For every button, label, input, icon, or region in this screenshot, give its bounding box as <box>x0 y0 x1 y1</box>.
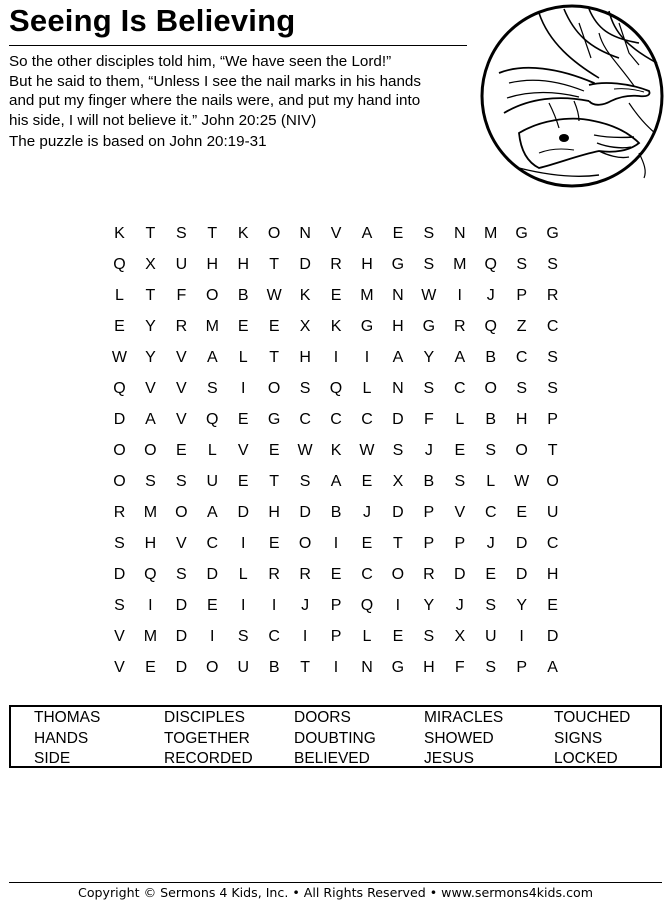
grid-letter: H <box>546 565 559 583</box>
grid-letter: K <box>114 224 125 242</box>
grid-letter: O <box>144 441 157 459</box>
grid-letter: G <box>391 255 405 273</box>
grid-letter: S <box>423 627 435 645</box>
grid-letter: S <box>454 472 466 490</box>
grid-letter: W <box>297 441 313 459</box>
grid-letter: D <box>546 627 559 645</box>
grid-letter: I <box>364 348 370 366</box>
grid-row <box>104 249 568 280</box>
grid-letter: T <box>145 286 156 304</box>
grid-letter: H <box>299 348 311 366</box>
grid-letter: E <box>145 658 156 676</box>
grid-letter: M <box>205 317 219 335</box>
grid-letter: L <box>362 379 372 397</box>
grid-letter: V <box>237 441 249 459</box>
grid-letter: J <box>301 596 310 614</box>
grid-row <box>104 621 568 652</box>
grid-letter: V <box>114 658 125 676</box>
grid-letter: X <box>454 627 466 645</box>
grid-letter: S <box>176 565 187 583</box>
grid-letter: L <box>238 348 248 366</box>
grid-letter: L <box>207 441 217 459</box>
grid-letter: W <box>111 348 128 366</box>
word-list-item: SIDE <box>34 750 71 767</box>
grid-letter: B <box>485 348 497 366</box>
grid-letter: U <box>175 255 188 273</box>
grid-letter: V <box>176 410 187 428</box>
grid-letter: T <box>207 224 218 242</box>
grid-letter: R <box>268 565 280 583</box>
grid-letter: R <box>546 286 559 304</box>
grid-letter: A <box>206 503 218 521</box>
grid-letter: D <box>175 658 188 676</box>
grid-letter: D <box>299 503 311 521</box>
grid-letter: M <box>143 503 158 521</box>
grid-letter: L <box>238 565 248 583</box>
grid-letter: A <box>206 348 218 366</box>
verse-line: So the other disciples told him, “We have seen the Lord!” <box>9 53 392 70</box>
grid-letter: P <box>330 596 342 614</box>
word-list-item: RECORDED <box>164 750 253 767</box>
grid-letter: I <box>240 379 246 397</box>
grid-letter: U <box>237 658 249 676</box>
grid-letter: B <box>268 658 280 676</box>
grid-letter: J <box>486 286 495 304</box>
grid-row <box>104 435 568 466</box>
grid-letter: N <box>299 224 311 242</box>
grid-letter: D <box>206 565 219 583</box>
word-list-item: JESUS <box>424 750 474 767</box>
verse-line: But he said to them, “Unless I see the nail marks in his hands <box>9 72 421 90</box>
grid-letter: C <box>546 534 559 552</box>
grid-letter: O <box>391 565 405 583</box>
grid-letter: P <box>516 286 527 304</box>
grid-letter: T <box>269 472 280 490</box>
grid-letter: X <box>145 255 156 273</box>
grid-letter: E <box>268 534 280 552</box>
grid-letter: E <box>237 317 249 335</box>
grid-letter: S <box>237 627 249 645</box>
grid-letter: S <box>485 596 497 614</box>
grid-letter: Y <box>516 596 527 614</box>
grid-letter: A <box>454 348 466 366</box>
grid-letter: M <box>143 627 158 645</box>
grid-letter: W <box>514 472 530 490</box>
grid-letter: C <box>361 565 373 583</box>
grid-letter: Y <box>145 348 156 366</box>
grid-letter: Q <box>113 255 126 273</box>
grid-letter: D <box>392 503 404 521</box>
grid-letter: C <box>330 410 342 428</box>
grid-letter: O <box>546 472 559 490</box>
grid-letter: L <box>362 627 372 645</box>
puzzle-source: The puzzle is based on John 20:19-31 <box>9 133 267 150</box>
grid-letter: A <box>361 224 373 242</box>
grid-letter: O <box>206 658 219 676</box>
grid-letter: V <box>176 379 187 397</box>
grid-letter: S <box>485 658 497 676</box>
word-list-item: DISCIPLES <box>164 709 245 726</box>
grid-letter: S <box>423 224 435 242</box>
grid-letter: M <box>453 255 467 273</box>
grid-letter: B <box>485 410 497 428</box>
grid-letter: J <box>486 534 495 552</box>
grid-letter: D <box>237 503 249 521</box>
grid-letter: J <box>362 503 371 521</box>
grid-letter: D <box>175 627 188 645</box>
grid-letter: C <box>454 379 466 397</box>
copyright-footer: Copyright © Sermons 4 Kids, Inc. • All Rights Reserved • www.sermons4kids.com <box>78 885 593 900</box>
grid-letter: C <box>546 317 559 335</box>
grid-letter: G <box>422 317 436 335</box>
grid-letter: O <box>484 379 497 397</box>
grid-letter: R <box>299 565 311 583</box>
grid-letter: E <box>268 441 280 459</box>
grid-letter: E <box>176 441 187 459</box>
grid-letter: E <box>206 596 218 614</box>
grid-letter: H <box>206 255 219 273</box>
grid-letter: W <box>359 441 375 459</box>
grid-letter: L <box>455 410 465 428</box>
grid-letter: S <box>176 224 187 242</box>
grid-letter: B <box>423 472 435 490</box>
grid-letter: K <box>299 286 311 304</box>
word-search-grid <box>104 218 568 683</box>
grid-letter: Y <box>423 348 435 366</box>
grid-letter: S <box>299 379 311 397</box>
grid-letter: G <box>391 658 405 676</box>
grid-letter: D <box>113 565 126 583</box>
grid-letter: P <box>547 410 558 428</box>
grid-letter: Q <box>206 410 219 428</box>
grid-letter: K <box>330 441 342 459</box>
grid-letter: A <box>392 348 404 366</box>
grid-letter: E <box>330 286 342 304</box>
grid-letter: H <box>392 317 404 335</box>
grid-letter: D <box>515 534 528 552</box>
verse-text <box>9 52 479 130</box>
grid-row <box>104 280 568 311</box>
word-list-row <box>11 708 660 728</box>
grid-row <box>104 497 568 528</box>
grid-row <box>104 218 568 249</box>
grid-letter: H <box>515 410 528 428</box>
grid-letter: P <box>454 534 466 552</box>
grid-row <box>104 590 568 621</box>
grid-letter: E <box>392 627 404 645</box>
grid-letter: U <box>206 472 219 490</box>
word-list-item: MIRACLES <box>424 709 504 726</box>
grid-letter: S <box>299 472 311 490</box>
grid-letter: S <box>547 379 558 397</box>
grid-letter: R <box>423 565 435 583</box>
grid-letter: H <box>268 503 280 521</box>
grid-letter: H <box>361 255 373 273</box>
word-list-item: BELIEVED <box>294 750 370 767</box>
grid-letter: M <box>360 286 374 304</box>
grid-letter: V <box>145 379 156 397</box>
grid-letter: P <box>423 534 435 552</box>
grid-letter: A <box>145 410 156 428</box>
grid-letter: J <box>455 596 464 614</box>
grid-letter: S <box>423 255 435 273</box>
grid-letter: I <box>302 627 308 645</box>
grid-letter: L <box>115 286 124 304</box>
grid-letter: E <box>516 503 527 521</box>
grid-letter: I <box>148 596 153 614</box>
grid-letter: D <box>299 255 311 273</box>
grid-letter: Q <box>329 379 343 397</box>
grid-letter: E <box>114 317 125 335</box>
grid-row <box>104 311 568 342</box>
grid-letter: P <box>423 503 435 521</box>
grid-letter: R <box>454 317 466 335</box>
grid-letter: K <box>237 224 249 242</box>
grid-letter: R <box>113 503 126 521</box>
wounded-hand-illustration-icon <box>479 3 665 189</box>
grid-letter: C <box>515 348 528 366</box>
grid-letter: E <box>361 472 373 490</box>
grid-letter: S <box>206 379 218 397</box>
grid-letter: C <box>484 503 497 521</box>
grid-letter: M <box>484 224 498 242</box>
grid-letter: T <box>269 348 280 366</box>
word-list-item: HANDS <box>34 729 89 747</box>
grid-letter: U <box>484 627 497 645</box>
grid-letter: I <box>519 627 524 645</box>
word-list-item: TOUCHED <box>554 709 631 726</box>
grid-letter: E <box>485 565 497 583</box>
grid-letter: E <box>547 596 558 614</box>
grid-letter: I <box>457 286 462 304</box>
grid-letter: X <box>299 317 311 335</box>
grid-letter: O <box>298 534 312 552</box>
grid-letter: N <box>392 286 404 304</box>
grid-row <box>104 652 568 683</box>
word-list-box <box>9 705 662 768</box>
grid-row <box>104 559 568 590</box>
grid-letter: Y <box>145 317 156 335</box>
grid-letter: Q <box>484 317 497 335</box>
grid-letter: V <box>176 348 187 366</box>
grid-letter: T <box>269 255 280 273</box>
grid-letter: P <box>330 627 342 645</box>
grid-letter: E <box>330 565 342 583</box>
grid-letter: Z <box>516 317 527 335</box>
grid-letter: D <box>175 596 188 614</box>
grid-letter: C <box>206 534 219 552</box>
grid-letter: Q <box>144 565 157 583</box>
grid-letter: O <box>113 472 126 490</box>
page-title: Seeing Is Believing <box>9 3 296 38</box>
title-divider <box>9 45 467 46</box>
grid-letter: T <box>300 658 310 676</box>
grid-letter: S <box>176 472 187 490</box>
grid-letter: H <box>237 255 249 273</box>
grid-letter: Q <box>360 596 374 614</box>
grid-letter: T <box>393 534 403 552</box>
grid-letter: S <box>145 472 156 490</box>
grid-row <box>104 342 568 373</box>
grid-row <box>104 373 568 404</box>
grid-letter: X <box>392 472 404 490</box>
grid-letter: W <box>421 286 437 304</box>
word-list-item: THOMAS <box>34 709 101 726</box>
grid-row <box>104 404 568 435</box>
grid-letter: Y <box>423 596 435 614</box>
grid-letter: I <box>240 534 246 552</box>
grid-letter: D <box>392 410 404 428</box>
grid-letter: E <box>268 317 280 335</box>
grid-letter: D <box>113 410 126 428</box>
grid-letter: V <box>330 224 342 242</box>
word-list-item: LOCKED <box>554 750 618 767</box>
grid-letter: E <box>392 224 404 242</box>
word-list-item: DOORS <box>294 709 351 726</box>
grid-letter: Q <box>113 379 126 397</box>
grid-letter: U <box>546 503 559 521</box>
grid-letter: S <box>423 379 435 397</box>
word-list-item: SIGNS <box>554 729 603 747</box>
grid-letter: G <box>267 410 281 428</box>
grid-letter: N <box>392 379 404 397</box>
grid-letter: N <box>454 224 466 242</box>
grid-letter: W <box>266 286 282 304</box>
grid-letter: I <box>333 658 339 676</box>
grid-letter: D <box>515 565 528 583</box>
grid-letter: P <box>516 658 527 676</box>
grid-letter: I <box>395 596 401 614</box>
grid-letter: H <box>144 534 157 552</box>
grid-letter: J <box>424 441 433 459</box>
word-list-row <box>11 749 660 769</box>
grid-letter: T <box>547 441 558 459</box>
grid-letter: O <box>113 441 126 459</box>
grid-row <box>104 466 568 497</box>
grid-letter: H <box>423 658 435 676</box>
grid-letter: F <box>176 286 187 304</box>
grid-letter: C <box>299 410 311 428</box>
grid-letter: O <box>175 503 188 521</box>
grid-letter: A <box>330 472 342 490</box>
grid-row <box>104 528 568 559</box>
grid-letter: V <box>114 627 125 645</box>
grid-letter: L <box>486 472 496 490</box>
word-list-item: DOUBTING <box>294 729 376 747</box>
grid-letter: N <box>361 658 373 676</box>
grid-letter: C <box>361 410 373 428</box>
grid-letter: T <box>145 224 156 242</box>
grid-letter: G <box>546 224 559 242</box>
grid-letter: E <box>237 410 249 428</box>
grid-letter: E <box>454 441 466 459</box>
grid-letter: I <box>210 627 215 645</box>
grid-letter: I <box>333 534 339 552</box>
grid-letter: S <box>516 379 527 397</box>
grid-letter: S <box>485 441 497 459</box>
grid-letter: E <box>237 472 249 490</box>
word-list-item: TOGETHER <box>164 729 250 747</box>
grid-letter: O <box>515 441 528 459</box>
grid-letter: B <box>237 286 249 304</box>
grid-letter: O <box>206 286 219 304</box>
grid-letter: G <box>515 224 528 242</box>
grid-letter: R <box>175 317 188 335</box>
grid-letter: B <box>330 503 342 521</box>
grid-letter: I <box>240 596 246 614</box>
grid-letter: O <box>267 224 281 242</box>
grid-letter: K <box>330 317 342 335</box>
grid-letter: S <box>114 596 125 614</box>
grid-letter: A <box>547 658 558 676</box>
word-list-row <box>11 729 660 749</box>
grid-letter: D <box>454 565 466 583</box>
grid-letter: C <box>268 627 280 645</box>
grid-letter: S <box>392 441 404 459</box>
grid-letter: Q <box>484 255 497 273</box>
grid-letter: I <box>333 348 339 366</box>
grid-letter: F <box>423 410 434 428</box>
grid-letter: S <box>114 534 125 552</box>
grid-letter: E <box>361 534 373 552</box>
grid-letter: O <box>267 379 281 397</box>
grid-letter: R <box>330 255 342 273</box>
grid-letter: I <box>271 596 277 614</box>
grid-letter: G <box>360 317 374 335</box>
grid-letter: S <box>547 348 558 366</box>
grid-letter: V <box>176 534 187 552</box>
grid-letter: S <box>547 255 558 273</box>
grid-letter: V <box>454 503 466 521</box>
verse-line: and put my finger where the nails were, and put my hand into <box>9 92 421 109</box>
grid-letter: F <box>454 658 465 676</box>
verse-line: his side, I will not believe it.” John 20:25 (NIV) <box>9 111 317 129</box>
footer-divider <box>9 882 662 883</box>
grid-letter: S <box>516 255 527 273</box>
word-list-item: SHOWED <box>424 729 494 747</box>
